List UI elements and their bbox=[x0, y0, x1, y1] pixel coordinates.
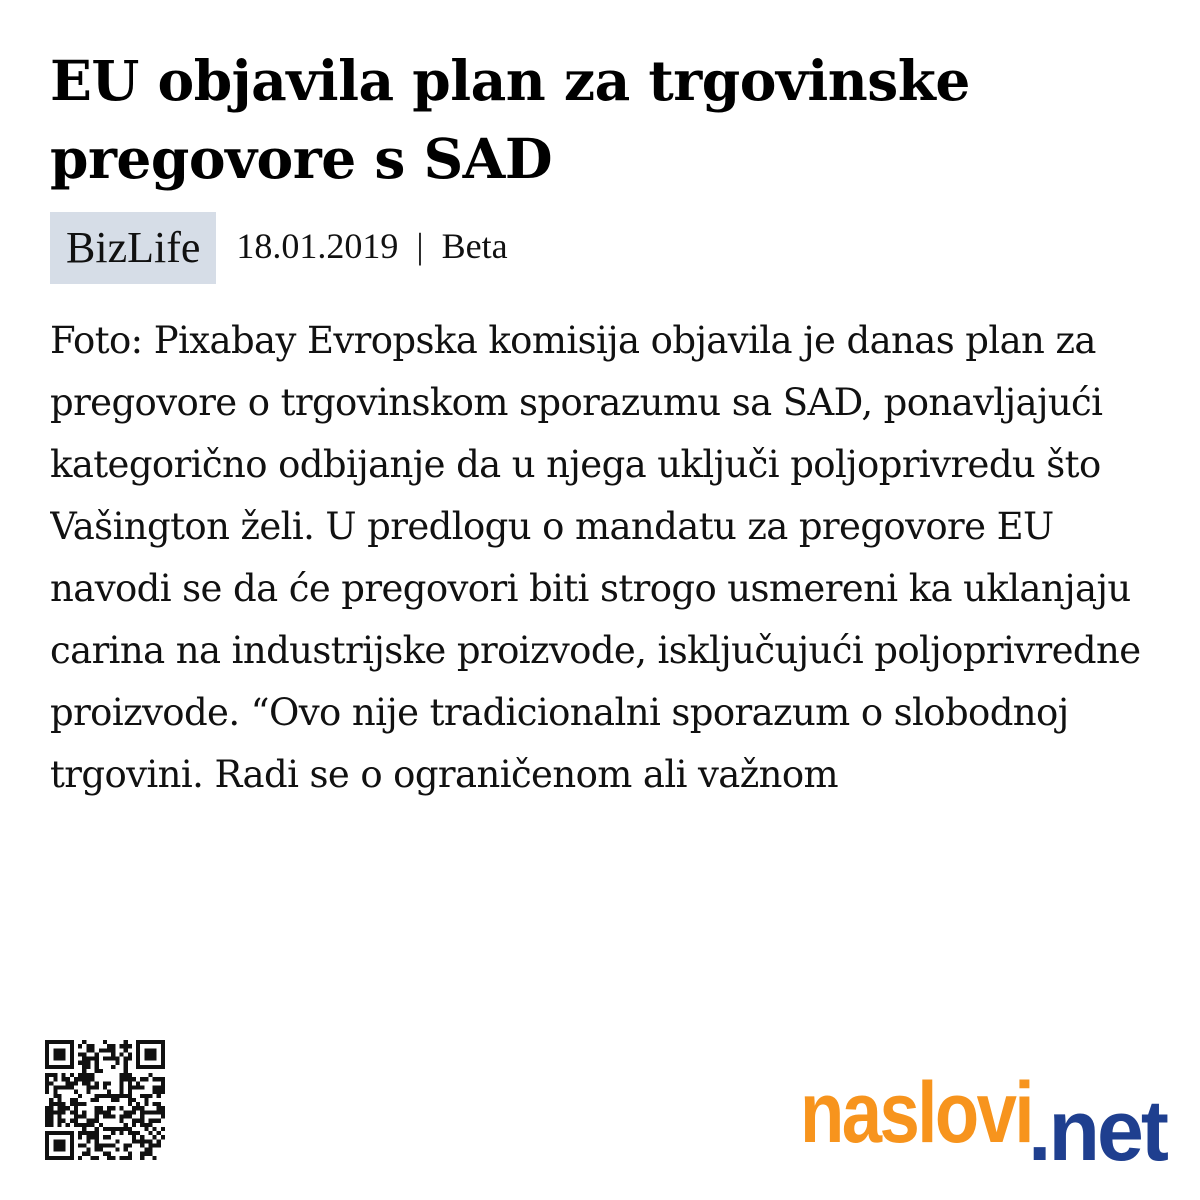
text-fade-overlay bbox=[50, 806, 1160, 868]
article-meta bbox=[50, 212, 1160, 284]
source-badge[interactable]: BizLife bbox=[50, 212, 216, 284]
article-body-text: Foto: Pixabay Evropska komisija objavila je danas plan za pregovore o trgovinskom sporazumu sa SAD, ponavljajući kategorično odbijanje da u njega uključi poljoprivredu što Vašington želi. U predlogu o mandatu za pregovore EU navodi se da će pregovori biti strogo usmereni ka uklanjaju carina na industrijske proizvode, isključujući poljoprivredne proizvode. “Ovo nije tradicionalni sporazum o slobodnoj trgovini. Radi se o ograničenom ali važnom bbox=[50, 319, 1141, 796]
article-date: 18.01.2019 bbox=[236, 226, 399, 266]
meta-info bbox=[236, 224, 507, 268]
qr-code-icon bbox=[45, 1038, 165, 1162]
meta-separator: | bbox=[416, 226, 424, 266]
article-title[interactable]: EU objavila plan za trgovinske pregovore s SAD bbox=[50, 48, 970, 191]
article-agency: Beta bbox=[441, 226, 508, 266]
article-body bbox=[50, 310, 1160, 868]
logo-part-naslovi: naslovi bbox=[800, 1065, 1032, 1161]
article-card bbox=[50, 42, 1160, 868]
naslovi-net-logo[interactable] bbox=[800, 1064, 1170, 1164]
logo-part-net: .net bbox=[1028, 1083, 1169, 1164]
